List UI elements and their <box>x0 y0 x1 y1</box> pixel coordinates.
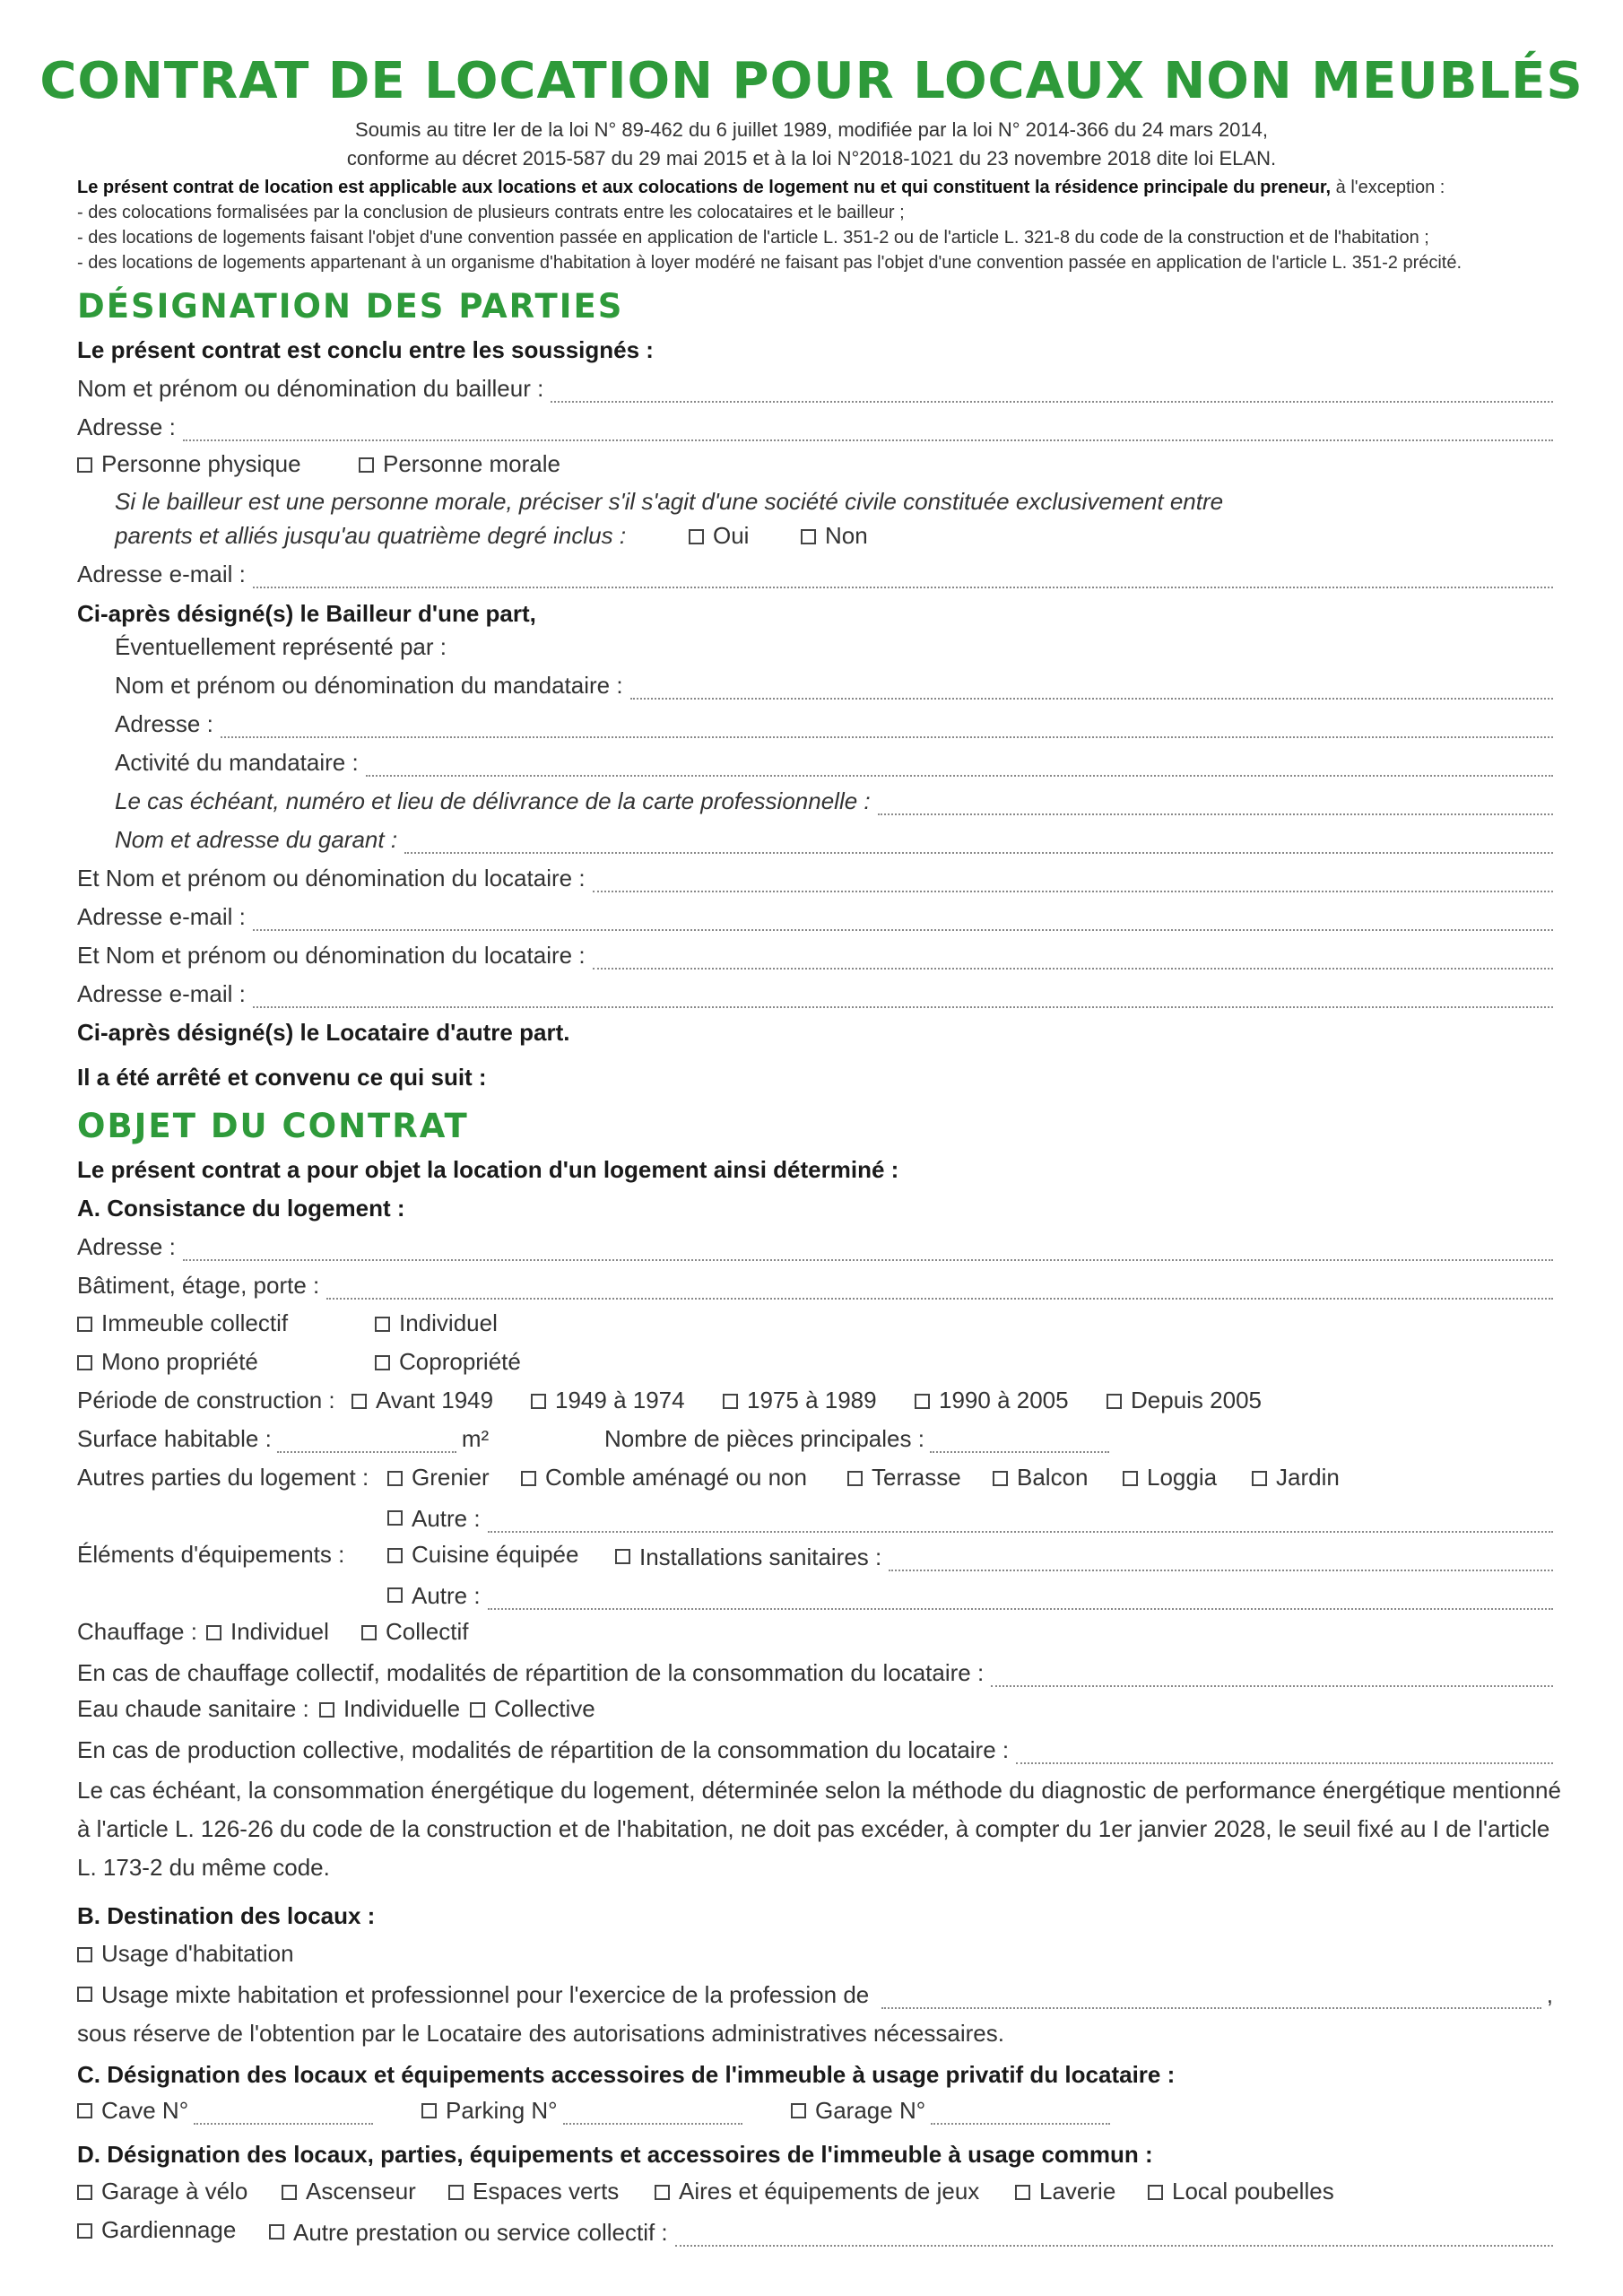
checkbox-loggia[interactable]: Loggia <box>1123 1464 1217 1492</box>
checkbox-icon[interactable] <box>723 1394 738 1409</box>
checkbox-icon[interactable] <box>421 2103 437 2118</box>
checkbox-icon[interactable] <box>352 1394 367 1409</box>
checkbox-oui[interactable]: Oui <box>689 522 749 550</box>
checkbox-periode-1990-2005[interactable]: 1990 à 2005 <box>915 1387 1069 1414</box>
checkbox-icon[interactable] <box>375 1355 390 1370</box>
bailleur-name-field[interactable]: Nom et prénom ou dénomination du bailleur : <box>77 372 1553 403</box>
chauffage-modalites-field[interactable]: En cas de chauffage collectif, modalités de répartition de la consommation du locataire : <box>77 1657 1553 1687</box>
checkbox-icon[interactable] <box>361 1625 377 1640</box>
checkbox-icon[interactable] <box>521 1471 536 1486</box>
autres-parties-label: Autres parties du logement : <box>77 1464 369 1491</box>
checkbox-mono-propriete[interactable]: Mono propriété <box>77 1348 258 1376</box>
pieces-field[interactable]: Nombre de pièces principales : <box>604 1425 1109 1453</box>
checkbox-periode-depuis-2005[interactable]: Depuis 2005 <box>1107 1387 1262 1414</box>
garant-field[interactable]: Nom et adresse du garant : <box>115 823 1553 854</box>
page-title: CONTRAT DE LOCATION POUR LOCAUX NON MEUBLÉS <box>39 52 1584 110</box>
checkbox-icon[interactable] <box>77 2185 92 2200</box>
intro-item-3: - des locations de logements appartenant à un organisme d'habitation à loyer modéré ne faisant pas l'objet d'une convention passée en application de l'article L. 351-2 précité. <box>77 253 1462 273</box>
checkbox-icon[interactable] <box>77 2103 92 2118</box>
intro-item-2: - des locations de logements faisant l'objet d'une convention passée en application de l'article L. 351-2 ou de l'article L. 321-8 du code de la construction et de l'habitation ; <box>77 228 1429 248</box>
checkbox-personne-physique[interactable]: Personne physique <box>77 450 301 478</box>
checkbox-icon[interactable] <box>615 1549 630 1564</box>
checkbox-jardin[interactable]: Jardin <box>1252 1464 1340 1492</box>
checkbox-periode-avant-1949[interactable]: Avant 1949 <box>352 1387 493 1414</box>
checkbox-eau-individuelle[interactable]: Individuelle <box>319 1695 460 1723</box>
checkbox-icon[interactable] <box>915 1394 930 1409</box>
checkbox-icon[interactable] <box>77 1987 92 2002</box>
checkbox-chauffage-individuel[interactable]: Individuel <box>206 1618 329 1646</box>
subtitle-line-1: Soumis au titre Ier de la loi N° 89-462 du 6 juillet 1989, modifiée par la loi N° 2014-366 du 24 mars 2014, <box>355 118 1268 141</box>
subtitle-line-2: conforme au décret 2015-587 du 29 mai 2015 et à la loi N°2018-1021 du 23 novembre 2018 dite loi ELAN. <box>346 147 1277 170</box>
section-b-title: B. Destination des locaux : <box>77 1902 376 1929</box>
checkbox-grenier[interactable]: Grenier <box>387 1464 490 1492</box>
checkbox-icon[interactable] <box>847 1471 863 1486</box>
checkbox-icon[interactable] <box>77 2223 92 2239</box>
section-heading-parties: DÉSIGNATION DES PARTIES <box>77 287 624 326</box>
checkbox-icon[interactable] <box>77 1317 92 1332</box>
surface-field[interactable]: Surface habitable : m² <box>77 1425 490 1452</box>
eau-label: Eau chaude sanitaire : <box>77 1695 309 1722</box>
checkbox-icon[interactable] <box>791 2103 806 2118</box>
bailleur-email-field[interactable]: Adresse e-mail : <box>77 558 1553 588</box>
mandataire-activity-field[interactable]: Activité du mandataire : <box>115 746 1553 777</box>
checkbox-local-poubelles[interactable]: Local poubelles <box>1148 2178 1334 2205</box>
batiment-field[interactable]: Bâtiment, étage, porte : <box>77 1269 1553 1300</box>
intro-rest: à l'exception : <box>1331 178 1445 197</box>
mandataire-address-field[interactable]: Adresse : <box>115 708 1553 738</box>
checkbox-ascenseur[interactable]: Ascenseur <box>282 2178 416 2205</box>
checkbox-icon[interactable] <box>282 2185 297 2200</box>
checkbox-non[interactable]: Non <box>801 522 868 550</box>
checkbox-icon[interactable] <box>993 1471 1008 1486</box>
checkbox-icon[interactable] <box>1252 1471 1267 1486</box>
checkbox-icon[interactable] <box>531 1394 546 1409</box>
checkbox-comble[interactable]: Comble aménagé ou non <box>521 1464 807 1492</box>
checkbox-icon[interactable] <box>77 1355 92 1370</box>
checkbox-usage-habitation[interactable]: Usage d'habitation <box>77 1940 294 1968</box>
checkbox-icon[interactable] <box>1107 1394 1122 1409</box>
parties-intro: Le présent contrat est conclu entre les soussignés : <box>77 336 654 363</box>
checkbox-icon[interactable] <box>387 1510 403 1526</box>
locataire-2-email-field[interactable]: Adresse e-mail : <box>77 978 1553 1008</box>
checkbox-gardiennage[interactable]: Gardiennage <box>77 2216 236 2244</box>
periode-label: Période de construction : <box>77 1387 335 1413</box>
checkbox-chauffage-collectif[interactable]: Collectif <box>361 1618 468 1646</box>
bailleur-address-field[interactable]: Adresse : <box>77 411 1553 441</box>
checkbox-icon[interactable] <box>1148 2185 1163 2200</box>
checkbox-icon[interactable] <box>655 2185 670 2200</box>
energie-paragraph: Le cas échéant, la consommation énergétique du logement, déterminée selon la méthode du diagnostic de performance énergétique mentionné à l'article L. 126-26 du code de la construction et de l'habitation, ne doit pas excéder, à compter du 1er janvier 2028, le seuil fixé au I de l'article L. 173-2 du même code. <box>77 1777 1561 1881</box>
checkbox-icon[interactable] <box>359 457 374 473</box>
eau-modalites-field[interactable]: En cas de production collective, modalités de répartition de la consommation du locataire : <box>77 1734 1553 1764</box>
convenu-label: Il a été arrêté et convenu ce qui suit : <box>77 1064 487 1091</box>
checkbox-icon[interactable] <box>206 1625 221 1640</box>
section-a-title: A. Consistance du logement : <box>77 1195 405 1222</box>
section-heading-objet: OBJET DU CONTRAT <box>77 1107 469 1145</box>
intro-item-1: - des colocations formalisées par la conclusion de plusieurs contrats entre les colocataires et le bailleur ; <box>77 203 905 222</box>
objet-intro: Le présent contrat a pour objet la location d'un logement ainsi déterminé : <box>77 1156 899 1183</box>
checkbox-garage-velo[interactable]: Garage à vélo <box>77 2178 247 2205</box>
checkbox-icon[interactable] <box>269 2224 284 2239</box>
chauffage-label: Chauffage : <box>77 1618 197 1645</box>
checkbox-copropriete[interactable]: Copropriété <box>375 1348 521 1376</box>
carte-pro-field[interactable]: Le cas échéant, numéro et lieu de délivrance de la carte professionnelle : <box>115 785 1553 815</box>
checkbox-icon[interactable] <box>801 529 816 544</box>
locataire-1-email-field[interactable]: Adresse e-mail : <box>77 900 1553 931</box>
equipements-label: Éléments d'équipements : <box>77 1541 345 1568</box>
checkbox-icon[interactable] <box>689 529 704 544</box>
autre-prestation-field[interactable]: Autre prestation ou service collectif : <box>269 2216 1553 2247</box>
checkbox-terrasse[interactable]: Terrasse <box>847 1464 961 1492</box>
checkbox-icon[interactable] <box>387 1587 403 1603</box>
checkbox-icon[interactable] <box>77 1947 92 1962</box>
morale-note-1: Si le bailleur est une personne morale, préciser s'il s'agit d'une société civile constituée exclusivement entre <box>115 488 1224 515</box>
morale-note-2: parents et alliés jusqu'au quatrième degré inclus : <box>115 522 627 549</box>
reserve-text: sous réserve de l'obtention par le Locataire des autorisations administratives nécessaires. <box>77 2020 1004 2047</box>
checkbox-laverie[interactable]: Laverie <box>1015 2178 1115 2205</box>
logement-address-field[interactable]: Adresse : <box>77 1231 1553 1261</box>
checkbox-icon[interactable] <box>448 2185 464 2200</box>
locataire-part-label: Ci-après désigné(s) le Locataire d'autre part. <box>77 1019 570 1046</box>
checkbox-balcon[interactable]: Balcon <box>993 1464 1089 1492</box>
represente-label: Éventuellement représenté par : <box>115 633 447 660</box>
intro-line <box>77 178 1566 198</box>
sanitaires-field[interactable]: Installations sanitaires : <box>615 1541 1553 1571</box>
checkbox-espaces-verts[interactable]: Espaces verts <box>448 2178 619 2205</box>
checkbox-icon[interactable] <box>1123 1471 1138 1486</box>
checkbox-icon[interactable] <box>319 1702 334 1718</box>
checkbox-icon[interactable] <box>1015 2185 1030 2200</box>
autres-parties-autre-field[interactable]: Autre : <box>387 1502 1553 1533</box>
checkbox-immeuble-collectif[interactable]: Immeuble collectif <box>77 1309 288 1337</box>
usage-mixte-field[interactable]: Usage mixte habitation et professionnel pour l'exercice de la profession de , <box>77 1979 1553 2009</box>
intro-bold: Le présent contrat de location est applicable aux locations et aux colocations de logement nu et qui constituent la résidence principale du preneur, <box>77 178 1332 197</box>
checkbox-periode-1975-1989[interactable]: 1975 à 1989 <box>723 1387 877 1414</box>
checkbox-eau-collective[interactable]: Collective <box>470 1695 595 1723</box>
mandataire-name-field[interactable]: Nom et prénom ou dénomination du mandataire : <box>115 669 1553 700</box>
checkbox-personne-morale[interactable]: Personne morale <box>359 450 560 478</box>
parking-field[interactable]: Parking N° <box>421 2097 742 2125</box>
checkbox-icon[interactable] <box>387 1548 403 1563</box>
equipements-autre-field[interactable]: Autre : <box>387 1579 1553 1610</box>
checkbox-icon[interactable] <box>387 1471 403 1486</box>
checkbox-cuisine[interactable]: Cuisine équipée <box>387 1541 578 1569</box>
checkbox-periode-1949-1974[interactable]: 1949 à 1974 <box>531 1387 685 1414</box>
locataire-1-name-field[interactable]: Et Nom et prénom ou dénomination du locataire : <box>77 862 1553 892</box>
garage-field[interactable]: Garage N° <box>791 2097 1110 2125</box>
locataire-2-name-field[interactable]: Et Nom et prénom ou dénomination du locataire : <box>77 939 1553 970</box>
checkbox-aires-jeux[interactable]: Aires et équipements de jeux <box>655 2178 979 2205</box>
checkbox-individuel[interactable]: Individuel <box>375 1309 498 1337</box>
bailleur-part-label: Ci-après désigné(s) le Bailleur d'une part, <box>77 600 536 627</box>
checkbox-icon[interactable] <box>77 457 92 473</box>
checkbox-icon[interactable] <box>470 1702 485 1718</box>
section-d-title: D. Désignation des locaux, parties, équipements et accessoires de l'immeuble à usage commun : <box>77 2141 1153 2168</box>
section-c-title: C. Désignation des locaux et équipements accessoires de l'immeuble à usage privatif du locataire : <box>77 2061 1176 2088</box>
checkbox-icon[interactable] <box>375 1317 390 1332</box>
cave-field[interactable]: Cave N° <box>77 2097 373 2125</box>
